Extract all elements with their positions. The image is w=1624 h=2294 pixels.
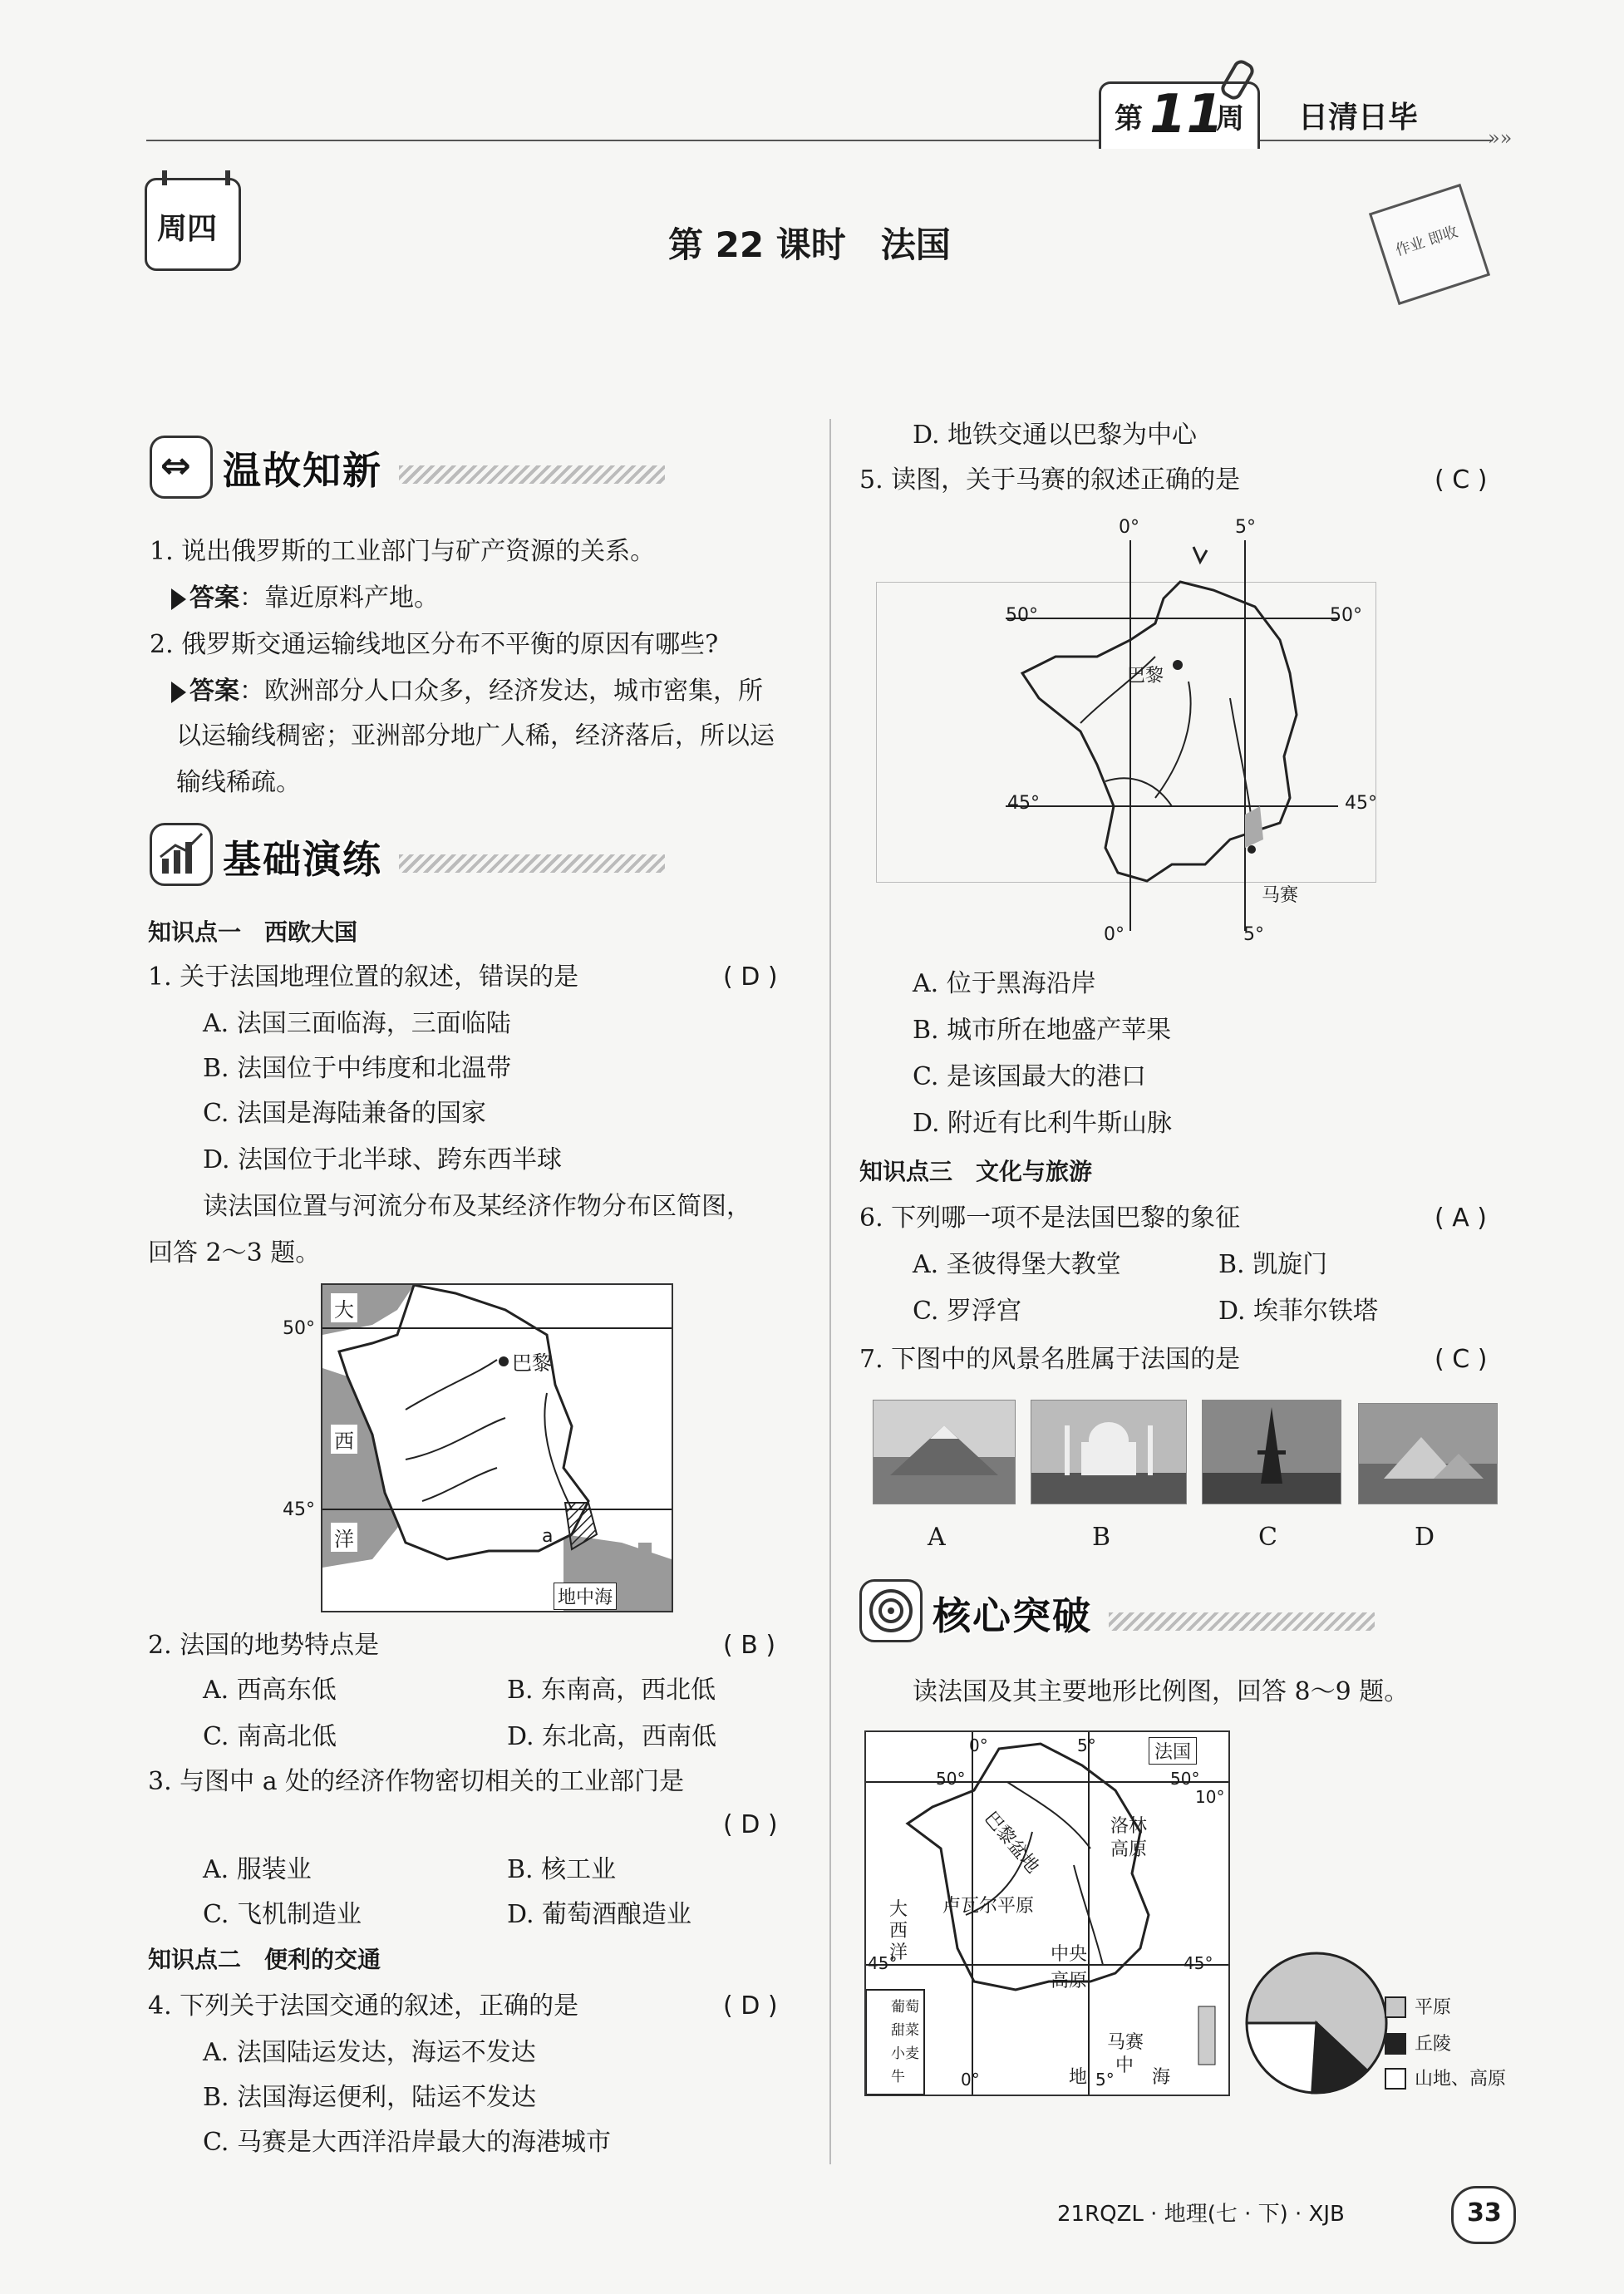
pie-legend-swatch-mountain xyxy=(1385,2068,1406,2090)
calendar-rings xyxy=(162,170,230,185)
answer-arrow-icon xyxy=(171,682,186,703)
q7-label-b: B xyxy=(1092,1523,1111,1552)
map1-paris: 巴黎 xyxy=(512,1351,552,1375)
map3-lat50-left: 50° xyxy=(936,1769,966,1789)
review-a2-line2: 以运输线稠密；亚洲部分地广人稀，经济落后，所以运 xyxy=(176,721,775,751)
page-number-badge xyxy=(1451,2186,1516,2244)
map2-lat45-right: 45° xyxy=(1345,793,1377,814)
section-core-title: 核心突破 xyxy=(933,1593,1092,1638)
map3-legend-wheat: 小麦 xyxy=(891,2045,919,2062)
map2-lon5-bottom: 5° xyxy=(1243,924,1264,945)
q1-option-d: D. 法国位于北半球、跨东西半球 xyxy=(203,1145,563,1174)
q4-option-a: A. 法国陆运发达，海运不发达 xyxy=(203,2038,536,2067)
header-rule xyxy=(146,140,1493,141)
review-q1: 1. 说出俄罗斯的工业部门与矿产资源的关系。 xyxy=(150,537,656,566)
q5-option-d: D. 附近有比利牛斯山脉 xyxy=(913,1109,1173,1138)
map3-lorraine-2: 高原 xyxy=(1110,1839,1148,1860)
intro-2-3-line2: 回答 2～3 题。 xyxy=(148,1238,321,1268)
pie-slice-mountain xyxy=(1247,2023,1316,2093)
q1-option-a: A. 法国三面临海，三面临陆 xyxy=(203,1009,511,1038)
map3-med-3: 海 xyxy=(1152,2067,1171,2088)
basic-icon xyxy=(150,823,213,886)
map3-loire: 卢瓦尔平原 xyxy=(942,1896,1035,1917)
map-france-rivers xyxy=(321,1283,673,1612)
review-a2-line1 xyxy=(171,675,763,708)
core-stripe xyxy=(1109,1612,1375,1631)
q1-option-c: C. 法国是海陆兼备的国家 xyxy=(203,1099,486,1128)
q4-stem: 4. 下列关于法国交通的叙述，正确的是 xyxy=(148,1991,579,2021)
q5-option-a: A. 位于黑海沿岸 xyxy=(913,969,1096,998)
section-basic-title: 基础演练 xyxy=(223,837,382,882)
column-divider xyxy=(829,419,831,2164)
answer-label: 答案 xyxy=(189,583,239,613)
week-suffix: 周 xyxy=(1216,102,1244,135)
q5-option-b: B. 城市所在地盛产苹果 xyxy=(913,1016,1172,1045)
q7-answer: ( C ) xyxy=(1435,1345,1488,1374)
day-badge xyxy=(145,178,241,271)
q4-option-b: B. 法国海运便利，陆运不发达 xyxy=(203,2083,537,2112)
kp1-heading: 知识点一 西欧大国 xyxy=(148,918,358,946)
day-label: 周四 xyxy=(157,212,218,246)
q7-label-c: C xyxy=(1258,1523,1277,1552)
map3-lat45-right: 45° xyxy=(1184,1953,1213,1973)
map3-lon0: 0° xyxy=(969,1735,988,1755)
map3-central-2: 高原 xyxy=(1051,1971,1088,1991)
q4-option-c: C. 马赛是大西洋沿岸最大的海港城市 xyxy=(203,2128,611,2157)
pyramid-icon xyxy=(1359,1404,1497,1504)
bar-chart-icon xyxy=(152,825,210,884)
taj-mahal-icon xyxy=(1031,1401,1186,1504)
map2-paris: 巴黎 xyxy=(1127,666,1164,687)
pie-legend-mountain: 山地、高原 xyxy=(1415,2069,1507,2090)
q3-option-c: C. 飞机制造业 xyxy=(203,1900,362,1929)
q5-answer: ( C ) xyxy=(1435,465,1488,495)
q6-answer: ( A ) xyxy=(1435,1204,1488,1233)
q7-stem: 7. 下图中的风景名胜属于法国的是 xyxy=(859,1345,1241,1374)
week-number: 11 xyxy=(1149,84,1224,145)
map1-label-da: 大 xyxy=(331,1293,357,1322)
q3-option-d: D. 葡萄酒酿造业 xyxy=(507,1900,692,1929)
map2-lon5-top: 5° xyxy=(1235,517,1256,538)
map3-lon5-bottom: 5° xyxy=(1095,2070,1115,2090)
answer-text: ：靠近原料产地。 xyxy=(239,583,439,613)
map3-lon10: 10° xyxy=(1195,1787,1225,1807)
mountain-icon xyxy=(874,1401,1015,1504)
answer-label: 答案 xyxy=(189,677,239,706)
pie-legend-swatch-hill xyxy=(1385,2033,1406,2055)
photo-pyramids xyxy=(1358,1403,1498,1504)
header-arrows: »» xyxy=(1488,126,1513,150)
map3-title: 法国 xyxy=(1149,1737,1197,1765)
pie-legend-swatch-plain xyxy=(1385,1996,1406,2018)
q5-stem: 5. 读图，关于马赛的叙述正确的是 xyxy=(859,465,1241,495)
q6-option-b: B. 凯旋门 xyxy=(1218,1250,1328,1279)
map1-lat45: 45° xyxy=(283,1499,315,1520)
core-icon xyxy=(859,1579,923,1642)
map1-label-a: a xyxy=(542,1526,554,1547)
map3-central-1: 中央 xyxy=(1051,1944,1088,1965)
map2-lon0-top: 0° xyxy=(1119,517,1139,538)
pie-legend-hill: 丘陵 xyxy=(1415,2034,1452,2055)
map-france-terrain xyxy=(864,1730,1230,2096)
terrain-pie-chart xyxy=(1242,1948,1391,2098)
q4-option-d: D. 地铁交通以巴黎为中心 xyxy=(913,421,1198,450)
answer-arrow-icon xyxy=(171,588,186,610)
answer-text: ：欧洲部分人口众多，经济发达，城市密集，所 xyxy=(239,677,763,706)
map2-marseille: 马赛 xyxy=(1262,885,1299,906)
photo-eiffel-tower xyxy=(1202,1400,1341,1504)
map1-label-yang: 洋 xyxy=(331,1523,357,1552)
map3-lon5: 5° xyxy=(1077,1735,1096,1755)
map3-atlantic-3: 洋 xyxy=(889,1942,908,1963)
map3-med-2: 中 xyxy=(1115,2055,1134,2076)
map3-lon0-bottom: 0° xyxy=(961,2070,980,2090)
photo-taj-mahal xyxy=(1031,1400,1187,1504)
map2-lat50-right: 50° xyxy=(1330,605,1362,626)
map3-atlantic-2: 西 xyxy=(889,1921,908,1942)
photo-mount-fuji xyxy=(873,1400,1016,1504)
stamp-text: 作业 即收 xyxy=(1393,223,1460,260)
map3-legend-beet: 甜菜 xyxy=(891,2022,919,2039)
map3-lat45-left: 45° xyxy=(868,1953,898,1973)
map2-lat50-left: 50° xyxy=(1006,605,1038,626)
q5-option-c: C. 是该国最大的港口 xyxy=(913,1062,1146,1091)
q1-answer: ( D ) xyxy=(723,962,778,992)
q3-stem: 3. 与图中 a 处的经济作物密切相关的工业部门是 xyxy=(148,1767,685,1796)
map3-med-1: 地 xyxy=(1069,2067,1088,2088)
q6-option-d: D. 埃菲尔铁塔 xyxy=(1218,1297,1379,1326)
lesson-title: 第 22 课时 法国 xyxy=(668,224,951,265)
q6-option-a: A. 圣彼得堡大教堂 xyxy=(913,1250,1121,1279)
q3-answer: ( D ) xyxy=(723,1810,778,1839)
target-icon xyxy=(862,1582,920,1640)
intro-2-3-line1: 读法国位置与河流分布及某经济作物分布区简图， xyxy=(203,1192,751,1221)
intro-8-9: 读法国及其主要地形比例图，回答 8～9 题。 xyxy=(913,1677,1410,1706)
map1-svg xyxy=(322,1285,672,1611)
review-a2-line3: 输线稀疏。 xyxy=(176,768,301,797)
q6-option-c: C. 罗浮宫 xyxy=(913,1297,1021,1326)
map3-basin: 巴黎盆地 xyxy=(980,1808,1043,1878)
q2-option-b: B. 东南高，西北低 xyxy=(507,1676,716,1705)
q2-stem: 2. 法国的地势特点是 xyxy=(148,1631,380,1660)
footer-code: 21RQZL · 地理(七 · 下) · XJB xyxy=(1057,2202,1345,2227)
section-review-title: 温故知新 xyxy=(223,448,382,493)
q4-answer: ( D ) xyxy=(723,1991,778,2021)
double-arrow-icon: ⇔ xyxy=(160,445,191,487)
q3-option-b: B. 核工业 xyxy=(507,1855,617,1884)
q3-option-a: A. 服装业 xyxy=(203,1855,312,1884)
q2-option-d: D. 东北高，西南低 xyxy=(507,1722,717,1751)
homework-stamp xyxy=(1369,184,1490,305)
review-q2: 2. 俄罗斯交通运输线地区分布不平衡的原因有哪些? xyxy=(150,630,719,659)
q2-option-a: A. 西高东低 xyxy=(203,1676,337,1705)
review-a1 xyxy=(171,582,439,615)
slogan: 日清日毕 xyxy=(1298,101,1419,135)
map3-marseille: 马赛 xyxy=(1107,2032,1144,2053)
map1-lat50: 50° xyxy=(283,1318,315,1339)
week-prefix: 第 xyxy=(1115,102,1143,135)
eiffel-tower-icon xyxy=(1203,1401,1341,1504)
map2-svg xyxy=(981,532,1363,948)
map3-lat50-right: 50° xyxy=(1170,1769,1200,1789)
map2-lon0-bottom: 0° xyxy=(1104,924,1124,945)
q6-stem: 6. 下列哪一项不是法国巴黎的象征 xyxy=(859,1204,1241,1233)
kp3-heading: 知识点三 文化与旅游 xyxy=(859,1158,1093,1185)
map2-lat45-left: 45° xyxy=(1007,793,1040,814)
pie-legend-plain: 平原 xyxy=(1415,1997,1452,2018)
q7-label-d: D xyxy=(1415,1523,1435,1552)
review-icon xyxy=(150,436,213,499)
q1-stem: 1. 关于法国地理位置的叙述，错误的是 xyxy=(148,962,579,992)
map1-label-xi: 西 xyxy=(331,1425,357,1454)
map3-legend-cattle: 牛 xyxy=(891,2069,905,2085)
map1-med: 地中海 xyxy=(554,1583,617,1610)
q2-answer: ( B ) xyxy=(723,1631,776,1660)
q7-label-a: A xyxy=(928,1523,946,1552)
map3-lorraine-1: 洛林 xyxy=(1110,1816,1148,1837)
page-number: 33 xyxy=(1467,2198,1502,2228)
kp2-heading: 知识点二 便利的交通 xyxy=(148,1946,381,1973)
review-stripe xyxy=(399,465,665,484)
map3-legend-grape: 葡萄 xyxy=(891,1999,919,2016)
q2-option-c: C. 南高北低 xyxy=(203,1722,337,1751)
q1-option-b: B. 法国位于中纬度和北温带 xyxy=(203,1054,512,1083)
basic-stripe xyxy=(399,854,665,873)
map3-atlantic-1: 大 xyxy=(889,1899,908,1920)
